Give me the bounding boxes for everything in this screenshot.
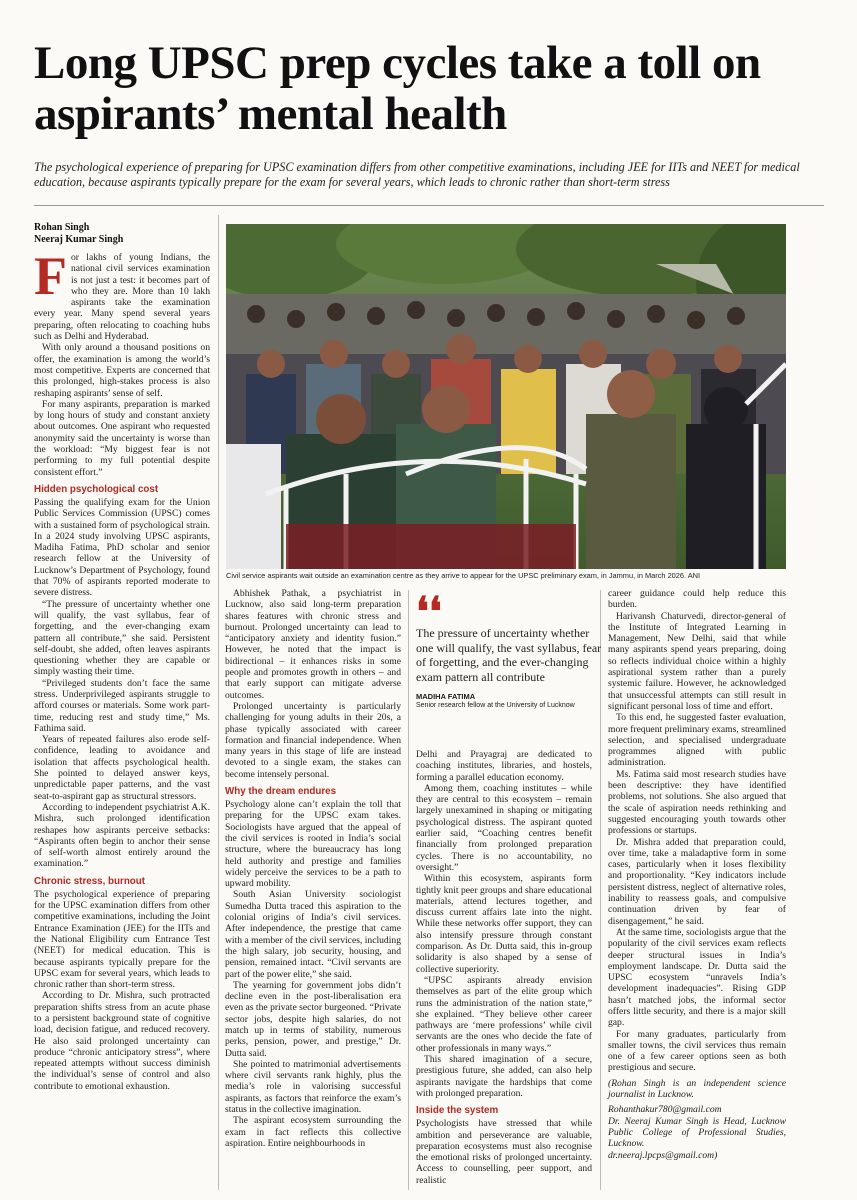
pull-quote-name: MADIHA FATIMA: [416, 692, 476, 701]
paragraph: According to independent psychiatrist A.K. Mishra, such prolonged identification reshapes how aspirants perceive setbacks: “Aspirants often begin to anchor their sense of self-worth almost entirely around the examination.”: [34, 801, 210, 870]
author-note: (Rohan Singh is an independent science journalist in Lucknow.: [608, 1077, 786, 1101]
paragraph: The aspirant ecosystem surrounding the exam in fact reflects this collective aspiration. Entire neighbourhoods in: [225, 1115, 401, 1149]
paragraph: “Privileged students don’t face the same stress. Underprivileged aspirants struggle to afford courses or materials. Some work part-time, reducing rest and study time,” Ms. Fathima said.: [34, 677, 210, 734]
paragraph: Ms. Fatima said most research studies have been descriptive: they have identified problems, not solutions. She also argued that the scale of aspiration needs rethinking and suggested encouraging youth towards other professions or startups.: [608, 768, 786, 837]
paragraph: Among them, coaching institutes – while they are central to this ecosystem – remain largely unexamined in shaping or mitigating psychological distress. The aspirant quoted earlier said, “Coaching centres benefit financially from prolonged preparation cycles. There is no accountability, no oversight.”: [416, 782, 592, 873]
subheading: Hidden psychological cost: [34, 483, 159, 495]
author-name: Rohan Singh: [34, 222, 90, 233]
paragraph: Dr. Mishra added that preparation could, over time, take a maladaptive form in some cases, particularly when it loses flexibility and proportionality. “Key indicators include persistent distress, neglect of alternative roles, inability to reassess goals, and compulsive continuation driven by fear of disengagement,” he said.: [608, 836, 786, 927]
headline: Long UPSC prep cycles take a toll on aspirants’ mental health: [34, 37, 761, 140]
paragraph: Within this ecosystem, aspirants form tightly knit peer groups and share educational materials, attend lectures together, and discuss current affairs late into the night. While these networks offer support, they can also intensify pressure through constant comparison. As Dr. Dutta said, this in-group solidarity is also shaped by a sense of collective superiority.: [416, 873, 592, 975]
standfirst: The psychological experience of preparing for UPSC examination differs from other competitive examinations, including JEE for IITs and NEET for medical education, because aspirants typically prepare for the exam for several years, which leads to chronic rather than short-term stress: [34, 160, 800, 189]
paragraph: South Asian University sociologist Sumedha Dutta traced this aspiration to the colonial origins of India’s civil services. After independence, the prestige that came with a member of the civil services, including the high salary, job security, housing, and pension, remained intact. “Civil servants are part of the power elite,” she said.: [225, 889, 401, 980]
author-note: Dr. Neeraj Kumar Singh is Head, Lucknow Public College of Professional Studies, Lucknow.: [608, 1115, 786, 1150]
quote-mark-icon: ❛❛: [416, 589, 442, 634]
column-rule: [218, 215, 219, 1190]
column-rule: [408, 590, 409, 1190]
byline: [34, 222, 123, 246]
drop-cap: F: [34, 246, 67, 306]
paragraph: Years of repeated failures also erode self-confidence, leading to avoidance and isolation that affects psychological health. She pointed to delayed answer keys, unpredictable paper patterns, and the vast seat-to-aspirant gap as structural stressors.: [34, 734, 210, 802]
paragraph: Delhi and Prayagraj are dedicated to coaching institutes, libraries, and hostels, forming a parallel education economy.: [416, 749, 592, 783]
paragraph: To this end, he suggested faster evaluation, more frequent preliminary exams, streamlined selection, and specialised undergraduate programmes aligned with public administration.: [608, 712, 786, 769]
paragraph: She pointed to matrimonial advertisements where civil servants rank highly, plus the media’s role in valorising successful aspirants, as factors that reinforce the exam’s status in the collective imagination.: [225, 1058, 401, 1116]
paragraph: The yearning for government jobs didn’t decline even in the post-liberalisation era even as the private sector burgeoned. “Private sector jobs, despite high salaries, do not match up in terms of stability, numerous perks, pension, power, and prestige,” Dr. Dutta said.: [225, 979, 401, 1059]
news-photo: [226, 224, 786, 569]
subheading: Inside the system: [416, 1105, 499, 1117]
paragraph: This shared imagination of a secure, prestigious future, she added, can also help aspirants navigate the hardships that come with prolonged preparation.: [416, 1054, 592, 1099]
paragraph: At the same time, sociologists argue that the popularity of the civil services exam reflects deeper structural issues in India’s employment landscape. Dr. Dutta said the UPSC ecosystem “unravels India’s development inadequacies”. Rising GDP hasn’t matched jobs, the informal sector offers little security, and there is a major skill gap.: [608, 926, 786, 1029]
pull-quote-role: Senior research fellow at the University of Lucknow: [416, 702, 575, 709]
paragraph: or lakhs of young Indians, the national civil services examination is not just a test: it becomes part of who they are. More than 10 lakh aspirants take the examination every year. Many spend several years preparing, often relocating to coaching hubs such as Delhi and Hyderabad.: [34, 252, 210, 343]
paragraph: According to Dr. Mishra, such protracted preparation shifts stress from an acute phase to a persistent background state of cognitive load, decision fatigue, and reduced recovery. He also said prolonged uncertainty can produce “chronic anticipatory stress”, where repeated attempts without success diminish the individual’s sense of control and also contribute to emotional exhaustion.: [34, 990, 210, 1092]
pull-quote-text: The pressure of uncertainty whether one will qualify, the vast syllabus, fear of forgetting, and the ever-changing exam pattern all contribute: [416, 626, 602, 684]
paragraph: Psychology alone can’t explain the toll that preparing for the UPSC exam takes. Sociologists have argued that the appeal of the civil services is rooted in India’s social structure, where the bureaucracy has long held authority and prestige and families widely perceive the services to be a path to upward mobility.: [225, 799, 401, 890]
author-name: Neeraj Kumar Singh: [34, 234, 124, 245]
author-email: Rohanthakur780@gmail.com: [608, 1104, 722, 1116]
paragraph: Harivansh Chaturvedi, director-general of the Institute of Integrated Learning in Management, New Delhi, said that while many aspirants spend years preparing, doing so reflects individual choice within a highly aspirational system rather than a purely systemic failure. However, he acknowledged that unsuccessful attempts can still result in significant personal loss of time and effort.: [608, 610, 786, 712]
pull-quote: [416, 589, 606, 709]
author-email: dr.neeraj.lpcps@gmail.com): [608, 1149, 718, 1161]
paragraph: For many graduates, particularly from smaller towns, the civil services thus remain one of a few career options seen as both prestigious and secure.: [608, 1028, 786, 1074]
paragraph: Prolonged uncertainty is particularly challenging for young adults in their 20s, a phase typically associated with career formation and financial independence. When many years in this stage of life are instead devoted to a single exam, the stakes can become intensely personal.: [225, 700, 401, 780]
subheading: Chronic stress, burnout: [34, 875, 146, 887]
paragraph: “The pressure of uncertainty whether one will qualify, the vast syllabus, fear of forgetting, and the ever-changing exam pattern all contribute,” she said. Persistent self-doubt, she added, often leaves aspirants questioning whether they are capable or simply wasting their time.: [34, 598, 210, 678]
paragraph: With only around a thousand positions on offer, the examination is among the world’s most competitive. Experts are concerned that this prolonged, high-stakes process is also reshaping aspirants’ sense of self.: [34, 342, 210, 399]
paragraph: “UPSC aspirants already envision themselves as part of the elite group which runs the administration of the nation state,” she explained. “They believe other career pathways are ‘mere professions’ while civil servants are the ones who decide the fate of other professionals in many ways.”: [416, 974, 592, 1054]
article-column-4: [608, 588, 786, 1161]
article-column-1: [34, 246, 210, 1092]
subheading: Why the dream endures: [225, 786, 337, 798]
paragraph: Abhishek Pathak, a psychiatrist in Lucknow, also said long-term preparation shares features with chronic stress and burnout. Prolonged uncertainty can lead to “anticipatory anxiety and identity fusion.” However, he noted that the impact is bidirectional – it enhances risks in some people and promotes growth in others – and that early support can mitigate adverse outcomes.: [225, 588, 401, 701]
article-column-3: [416, 749, 592, 1186]
paragraph: Psychologists have stressed that while ambition and perseverance are valuable, preparation ecosystems must also recognise the emotional risks of prolonged uncertainty. Access to counselling, peer support, and realistic: [416, 1118, 592, 1186]
paragraph: The psychological experience of preparing for the UPSC examination differs from other competitive examinations, including the Joint Entrance Examination (JEE) for the IITs and the National Eligibility cum Entrance Test (NEET) for medical education. This is because aspirants typically prepare for the UPSC exam for several years, which leads to chronic rather than short-term stress.: [34, 888, 210, 991]
article-column-2: [225, 588, 401, 1149]
paragraph: Passing the qualifying exam for the Union Public Services Commission (UPSC) comes with a sustained form of psychological strain. In a 2024 study involving UPSC aspirants, Madiha Fatima, PhD scholar and senior research fellow at the University of Lucknow’s Department of Psychology, found that 70% of aspirants reported moderate to severe distress.: [34, 496, 210, 599]
divider: [34, 205, 824, 206]
photo-caption: Civil service aspirants wait outside an examination centre as they arrive to appear for the UPSC preliminary exam, in Jammu, in March 2026. ANI: [226, 571, 701, 580]
paragraph: career guidance could help reduce this burden.: [608, 588, 786, 611]
paragraph: For many aspirants, preparation is marked by long hours of study and constant anxiety about outcomes. One aspirant who requested anonymity said the uncertainty is worse than the workload: “My biggest fear is not performing to my full potential despite consistent effort.”: [34, 398, 210, 478]
